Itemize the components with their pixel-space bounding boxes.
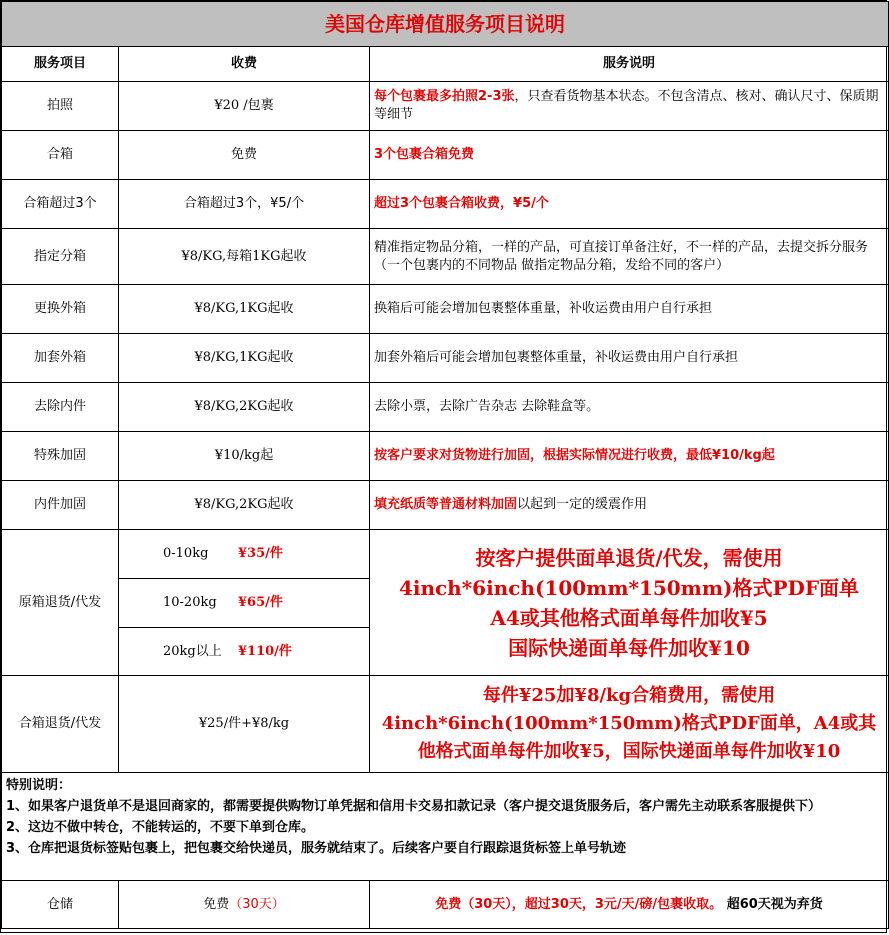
row-desc-highlight: 填充纸质等普通材料加固 <box>374 497 518 512</box>
row-fee: ¥8/KG,2KG起收 <box>119 481 370 530</box>
merge-desc-line: 4inch*6inch(100mm*150mm)格式PDF面单，A4或其 <box>381 713 877 734</box>
title-row <box>2 2 889 47</box>
row-fee: ¥8/KG,1KG起收 <box>119 334 370 383</box>
merge-return-item: 合箱退货/代发 <box>2 676 119 773</box>
return-desc-line: 按客户提供面单退货/代发，需使用 <box>475 545 783 570</box>
row-desc <box>370 82 889 131</box>
notes-line: 2、这边不做中转仓，不能转运的，不要下单到仓库。 <box>6 820 315 835</box>
storage-fee-days: （30天） <box>229 896 285 912</box>
table-row <box>2 383 889 432</box>
row-fee: ¥20 /包裹 <box>119 82 370 131</box>
return-desc <box>370 530 889 676</box>
notes-line: 1、如果客户退货单不是退回商家的，都需要提供购物订单凭据和信用卡交易扣款记录（客户提交退货服务后，客户需先主动联系客服提供下） <box>6 799 822 814</box>
merge-desc-line: 每件¥25加¥8/kg合箱费用，需使用 <box>482 685 776 706</box>
row-item: 合箱 <box>2 131 119 180</box>
table-row <box>2 285 889 334</box>
merge-desc-line: 他格式面单每件加收¥5，国际快递面单每件加收¥10 <box>417 741 841 762</box>
return-item: 原箱退货/代发 <box>2 530 119 676</box>
row-item: 指定分箱 <box>2 229 119 285</box>
return-tier <box>119 530 370 579</box>
storage-fee-text: 免费 <box>203 896 230 912</box>
row-item: 去除内件 <box>2 383 119 432</box>
row-desc-highlight: 按客户要求对货物进行加固，根据实际情况进行收费，最低¥10/kg起 <box>374 448 775 463</box>
table-row <box>2 131 889 180</box>
header-item: 服务项目 <box>2 47 119 82</box>
row-desc-highlight: 3个包裹合箱免费 <box>374 147 475 162</box>
row-fee: ¥8/KG,1KG起收 <box>119 285 370 334</box>
row-fee: ¥10/kg起 <box>119 432 370 481</box>
storage-desc-text: 超60天视为弃货 <box>722 896 823 912</box>
page-title: 美国仓库增值服务项目说明 <box>2 2 889 47</box>
return-desc-line: 国际快递面单每件加收¥10 <box>508 635 750 660</box>
tier-weight: 0-10kg <box>163 546 209 561</box>
merge-return-desc <box>370 676 889 773</box>
table-row <box>2 180 889 229</box>
row-fee: ¥8/KG,每箱1KG起收 <box>119 229 370 285</box>
row-desc-text: 以起到一定的缓震作用 <box>517 497 648 512</box>
row-desc: 加套外箱后可能会增加包裹整体重量，补收运费由用户自行承担 <box>370 334 889 383</box>
storage-fee <box>119 881 370 929</box>
tier-price: ¥110/件 <box>238 643 292 659</box>
row-desc: 换箱后可能会增加包裹整体重量，补收运费由用户自行承担 <box>370 285 889 334</box>
tier-price: ¥35/件 <box>238 546 283 561</box>
table-row <box>2 481 889 530</box>
table-row <box>2 334 889 383</box>
row-item: 加套外箱 <box>2 334 119 383</box>
service-table <box>1 1 889 929</box>
notes-block <box>2 773 889 881</box>
notes-row <box>2 773 889 881</box>
row-desc <box>370 481 889 530</box>
storage-desc-highlight: 免费（30天），超过30天，3元/天/磅/包裹收取。 <box>435 896 723 912</box>
storage-row <box>2 881 889 929</box>
return-row <box>2 530 889 579</box>
storage-desc <box>370 881 889 929</box>
row-desc-text: ，只查看货物基本状态。不包含清点、核对、确认尺寸、保质期等细节 <box>374 89 879 122</box>
return-tier <box>119 628 370 676</box>
row-item: 特殊加固 <box>2 432 119 481</box>
row-fee: ¥8/KG,2KG起收 <box>119 383 370 432</box>
table-row <box>2 82 889 131</box>
return-desc-line: A4或其他格式面单每件加收¥5 <box>490 605 768 630</box>
row-fee: 合箱超过3个，¥5/个 <box>119 180 370 229</box>
merge-return-row <box>2 676 889 773</box>
row-desc: 精准指定物品分箱，一样的产品，可直接订单备注好，不一样的产品，去提交拆分服务（一个包裹内的不同物品 做指定物品分箱，发给不同的客户） <box>370 229 889 285</box>
return-desc-line: 4inch*6inch(100mm*150mm)格式PDF面单 <box>398 575 860 600</box>
row-item: 合箱超过3个 <box>2 180 119 229</box>
table-row <box>2 229 889 285</box>
row-item: 拍照 <box>2 82 119 131</box>
row-item: 更换外箱 <box>2 285 119 334</box>
tier-price: ¥65/件 <box>238 595 283 610</box>
notes-heading: 特别说明： <box>6 778 72 793</box>
tier-weight: 10-20kg <box>163 595 217 610</box>
row-desc <box>370 131 889 180</box>
row-desc-highlight: 超过3个包裹合箱收费，¥5/个 <box>374 196 549 211</box>
table-row <box>2 432 889 481</box>
header-desc: 服务说明 <box>370 47 889 82</box>
return-tier <box>119 579 370 628</box>
row-item: 内件加固 <box>2 481 119 530</box>
tier-weight: 20kg以上 <box>163 643 222 659</box>
row-desc <box>370 180 889 229</box>
notes-line: 3、仓库把退货标签贴包裹上，把包裹交给快递员，服务就结束了。后续客户要自行跟踪退货标签上单号轨迹 <box>6 841 627 856</box>
row-desc <box>370 432 889 481</box>
row-fee: 免费 <box>119 131 370 180</box>
row-desc: 去除小票，去除广告杂志 去除鞋盒等。 <box>370 383 889 432</box>
merge-return-fee: ¥25/件+¥8/kg <box>119 676 370 773</box>
header-fee: 收费 <box>119 47 370 82</box>
row-desc-highlight: 每个包裹最多拍照2-3张 <box>374 89 515 104</box>
storage-item: 仓储 <box>2 881 119 929</box>
header-row <box>2 47 889 82</box>
